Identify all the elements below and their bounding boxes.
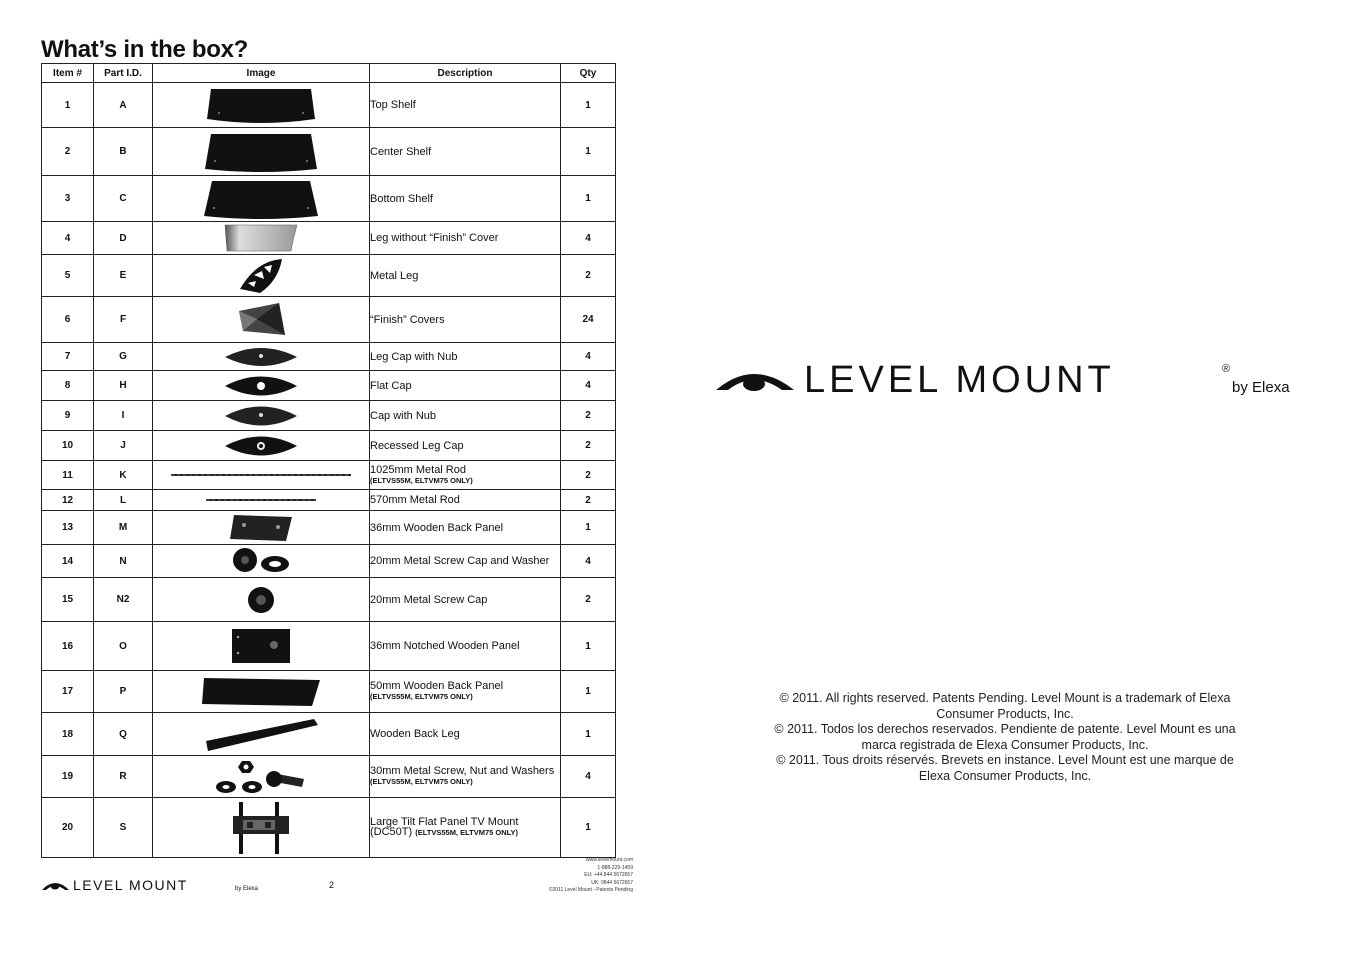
part-id: G [94,343,153,371]
table-row [42,255,616,297]
part-id: B [94,128,153,176]
model-note: (ELTVS55M, ELTVM75 ONLY) [370,692,473,701]
model-note: (ELTVS55M, ELTVM75 ONLY) [370,777,473,786]
quantity: 4 [561,756,616,798]
description-text: 20mm Metal Screw Cap [370,593,488,606]
header-qty: Qty [561,64,616,83]
description-text: 50mm Wooden Back Panel [370,680,504,692]
item-number: 2 [42,128,94,176]
footer-brand-name: LEVEL MOUNT [73,877,188,893]
item-number: 7 [42,343,94,371]
description-text: 30mm Metal Screw, Nut and Washers [370,765,555,777]
patent-notice: ©2011 Level Mount - Patents Pending [548,887,633,893]
cap-nub-icon [223,403,299,429]
leg-cap-icon [223,345,299,369]
part-id: I [94,401,153,431]
table-row [42,756,616,798]
table-row [42,578,616,622]
copyright-es: © 2011. Todos los derechos reservados. Pendiente de patente. Level Mount es una marca registrada de Elexa Consumer Products, Inc. [774,722,1236,752]
bottom-shelf-icon [202,178,320,220]
leg-icon [221,223,301,253]
center-shelf-icon [203,131,319,173]
item-number: 8 [42,371,94,401]
header-item: Item # [42,64,94,83]
quantity: 24 [561,297,616,343]
back-panel-icon [228,513,294,543]
footer-brand-by: by Elexa [235,886,259,892]
table-row [42,83,616,128]
description-text: Top Shelf [370,99,416,111]
item-number: 9 [42,401,94,431]
back-leg-icon [202,715,320,753]
footer-logo-icon [41,876,263,893]
brand-by: by Elexa [1232,379,1290,396]
table-row [42,798,616,858]
description-text: 36mm Wooden Back Panel [370,521,504,534]
description-text: Wooden Back Leg [370,728,460,740]
description-text: Recessed Leg Cap [370,439,464,452]
website-link[interactable]: www.levelmount.com [586,857,633,863]
table-row [42,343,616,371]
table-row [42,297,616,343]
quantity: 1 [561,128,616,176]
item-number: 4 [42,222,94,255]
header-description: Description [370,64,561,83]
contact-block [520,857,633,895]
table-row [42,713,616,756]
item-number: 20 [42,798,94,858]
part-id: C [94,176,153,222]
table-row [42,622,616,671]
flat-cap-icon [223,373,299,399]
screw-cap-icon [244,583,278,617]
part-id: N [94,545,153,578]
item-number: 12 [42,490,94,511]
long-rod-icon [170,471,352,479]
part-id: O [94,622,153,671]
item-number: 13 [42,511,94,545]
quantity: 4 [561,371,616,401]
table-row [42,431,616,461]
description-text: 570mm Metal Rod [370,494,460,506]
finish-cover-icon [235,301,287,339]
part-id: J [94,431,153,461]
screw-nut-icon [212,757,310,797]
part-id: K [94,461,153,490]
quantity: 1 [561,622,616,671]
item-number: 3 [42,176,94,222]
part-id: H [94,371,153,401]
part-id: L [94,490,153,511]
header-part: Part I.D. [94,64,153,83]
quantity: 1 [561,671,616,713]
quantity: 2 [561,578,616,622]
part-id: R [94,756,153,798]
quantity: 2 [561,401,616,431]
description-text: 20mm Metal Screw Cap and Washer [370,555,550,567]
item-number: 6 [42,297,94,343]
phone-number: 1-888-229-1459 [597,864,633,871]
item-number: 5 [42,255,94,297]
description-text: 1025mm Metal Rod [370,463,466,476]
recessed-cap-icon [223,433,299,459]
part-id: E [94,255,153,297]
table-row [42,176,616,222]
description-text: “Finish” Covers [370,313,445,326]
quantity: 1 [561,83,616,128]
part-id: F [94,297,153,343]
copyright-fr: © 2011. Tous droits réservés. Brevets en instance. Level Mount est une marque de Elexa Consumer Products, Inc. [776,753,1234,783]
item-number: 14 [42,545,94,578]
table-row [42,222,616,255]
quantity: 4 [561,222,616,255]
header-image: Image [153,64,370,83]
table-row [42,401,616,431]
part-id: Q [94,713,153,756]
table-row [42,671,616,713]
item-number: 15 [42,578,94,622]
quantity: 2 [561,461,616,490]
description-text: Bottom Shelf [370,192,433,205]
short-rod-icon [205,496,317,504]
brand-name: LEVEL MOUNT [804,359,1115,401]
item-number: 19 [42,756,94,798]
quantity: 4 [561,343,616,371]
page-number: 2 [329,880,335,890]
quantity: 1 [561,176,616,222]
quantity: 2 [561,431,616,461]
quantity: 1 [561,798,616,858]
table-header-row [42,64,616,83]
top-shelf-icon [205,85,317,125]
table-row [42,545,616,578]
page-title: What’s in the box? [41,36,249,63]
table-row [42,128,616,176]
description-text: Metal Leg [370,269,419,282]
copyright-en: © 2011. All rights reserved. Patents Pending. Level Mount is a trademark of Elexa Consumer Products, Inc. [779,691,1231,721]
item-number: 17 [42,671,94,713]
part-id: D [94,222,153,255]
table-row [42,461,616,490]
part-id: N2 [94,578,153,622]
quantity: 2 [561,255,616,297]
table-row [42,511,616,545]
description-text: Leg Cap with Nub [370,350,458,363]
description-text: 36mm Notched Wooden Panel [370,640,520,652]
description-text: Large Tilt Flat Panel TV Mount (DC50T) [370,816,519,838]
notched-panel-icon [230,625,292,667]
part-id: S [94,798,153,858]
model-note: (ELTVS55M, ELTVM75 ONLY) [370,475,473,485]
wide-panel-icon [200,674,322,710]
metal-leg-icon [238,257,284,295]
description-text: Flat Cap [370,379,412,392]
item-number: 18 [42,713,94,756]
part-id: P [94,671,153,713]
description-text: Leg without “Finish” Cover [370,232,499,244]
tv-mount-icon [229,800,293,856]
screw-cap-washer-icon [231,546,291,576]
registered-mark: ® [1222,363,1231,375]
item-number: 11 [42,461,94,490]
item-number: 1 [42,83,94,128]
table-row [42,371,616,401]
copyright-block [770,691,1240,784]
part-id: A [94,83,153,128]
uk-phone: UK: 0844 5672657 [591,879,633,886]
level-mount-logo-icon [714,358,1296,402]
quantity: 1 [561,713,616,756]
description-text: Cap with Nub [370,409,437,422]
quantity: 2 [561,490,616,511]
parts-table [41,63,616,858]
quantity: 1 [561,511,616,545]
part-id: M [94,511,153,545]
item-number: 10 [42,431,94,461]
quantity: 4 [561,545,616,578]
eu-phone: EU: +44 844 5672657 [584,872,633,878]
table-row [42,490,616,511]
item-number: 16 [42,622,94,671]
model-note: (ELTVS55M, ELTVM75 ONLY) [415,828,519,837]
description-text: Center Shelf [370,145,432,158]
